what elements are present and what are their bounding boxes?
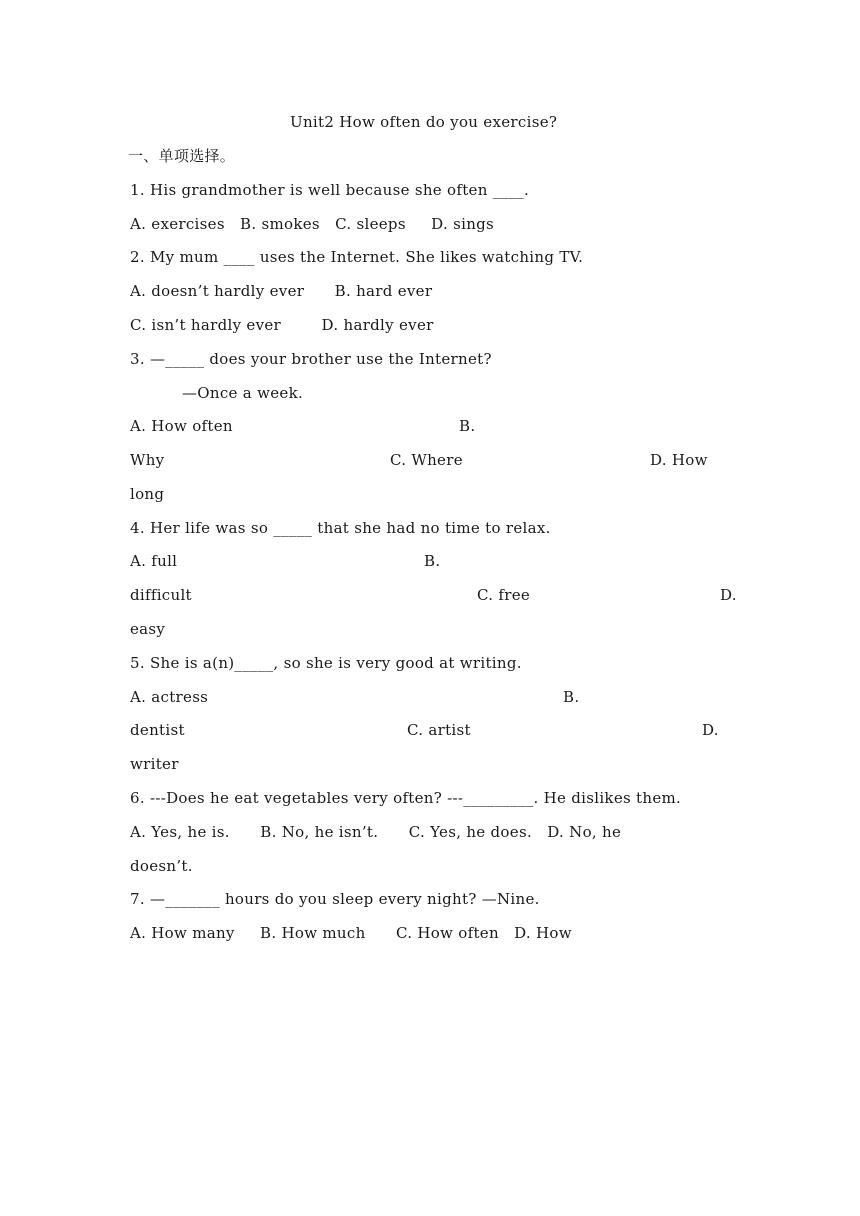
- question-7-options: A. How many B. How much C. How often D. How: [130, 924, 572, 942]
- question-3-option-a: A. How often: [130, 417, 233, 435]
- question-5-option-d-letter: D.: [702, 721, 719, 739]
- question-4: 4. Her life was so _____ that she had no time to relax.: [130, 519, 551, 537]
- question-3-option-b-text: Why: [130, 451, 165, 469]
- question-2-options-cd: C. isn’t hardly ever D. hardly ever: [130, 316, 434, 334]
- question-4-option-b-letter: B.: [424, 552, 441, 570]
- question-4-option-c: C. free: [477, 586, 531, 604]
- page-title: Unit2 How often do you exercise?: [290, 113, 558, 131]
- section-heading: 一、单项选择。: [128, 147, 236, 165]
- question-5-option-b-letter: B.: [563, 688, 580, 706]
- question-3-option-c: C. Where: [390, 451, 463, 469]
- question-2: 2. My mum ____ uses the Internet. She likes watching TV.: [130, 248, 584, 266]
- question-4-option-d-letter: D.: [720, 586, 737, 604]
- question-1-options: A. exercises B. smokes C. sleeps D. sings: [130, 215, 495, 233]
- question-4-option-b-text: difficult: [130, 586, 192, 604]
- question-5-option-c: C. artist: [407, 721, 471, 739]
- question-4-option-d-text: easy: [130, 620, 166, 638]
- question-6-options: A. Yes, he is. B. No, he isn’t. C. Yes, he does. D. No, he: [130, 823, 622, 841]
- question-2-options-ab: A. doesn’t hardly ever B. hard ever: [130, 282, 433, 300]
- question-4-option-a: A. full: [130, 552, 178, 570]
- question-5-option-b-text: dentist: [130, 721, 185, 739]
- question-3-option-d-cont: long: [130, 485, 165, 503]
- question-1: 1. His grandmother is well because she often ____.: [130, 181, 530, 199]
- question-3-option-b-letter: B.: [459, 417, 476, 435]
- question-3: 3. —_____ does your brother use the Internet?: [130, 350, 492, 368]
- question-6-options-cont: doesn’t.: [130, 857, 193, 875]
- question-3-answer: —Once a week.: [182, 384, 304, 402]
- question-5: 5. She is a(n)_____, so she is very good at writing.: [130, 654, 522, 672]
- question-5-option-d-text: writer: [130, 755, 179, 773]
- question-5-option-a: A. actress: [130, 688, 209, 706]
- question-6: 6. ---Does he eat vegetables very often? ---_________. He dislikes them.: [130, 789, 682, 807]
- question-3-option-d: D. How: [650, 451, 708, 469]
- question-7: 7. —_______ hours do you sleep every night? —Nine.: [130, 890, 540, 908]
